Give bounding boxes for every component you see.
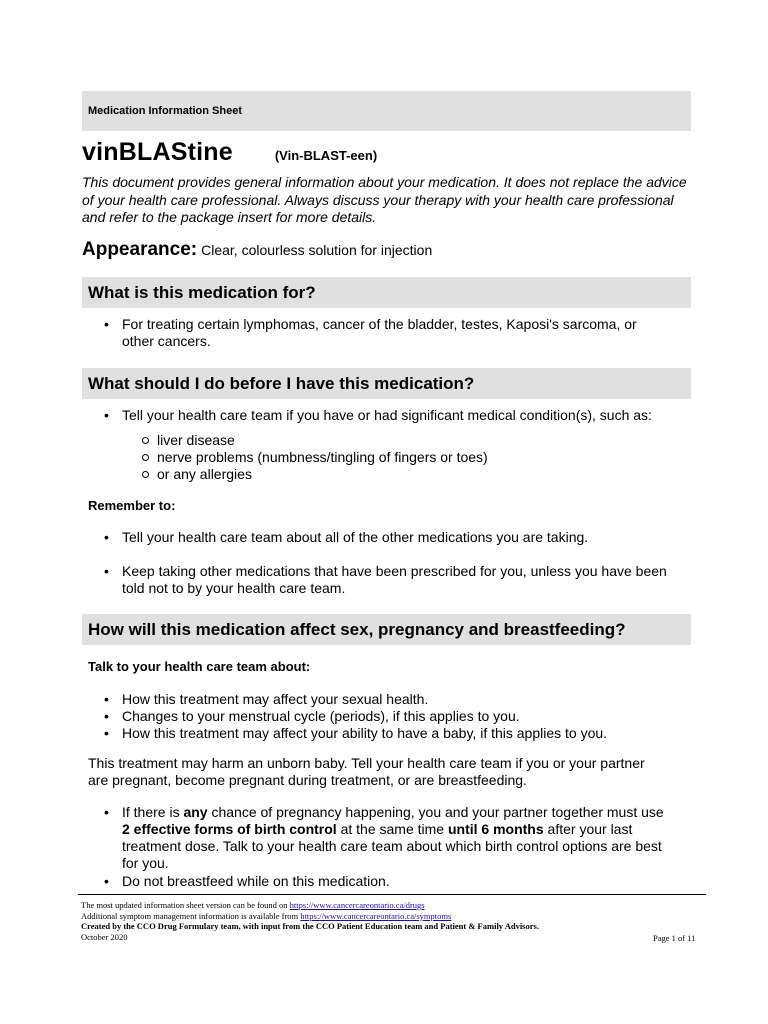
appearance-row <box>82 239 432 261</box>
appearance-value: Clear, colourless solution for injection <box>201 242 433 258</box>
talk-label: Talk to your health care team about: <box>88 659 311 674</box>
list-item: • Keep taking other medications that have been prescribed for you, unless you have been told not to by your health care team. <box>104 563 674 597</box>
emphasis: 2 effective forms of birth control <box>122 821 337 837</box>
list-item: nerve problems (numbness/tingling of fingers or toes) <box>142 449 642 466</box>
birth-control-list <box>104 804 669 872</box>
text-span: chance of pregnancy happening, you and your partner together must use <box>207 804 664 820</box>
remember-list-2 <box>104 563 674 597</box>
footer-line-2 <box>81 911 701 922</box>
text-span: at the same time <box>336 821 448 837</box>
list-item: • How this treatment may affect your sexual health. <box>104 691 674 708</box>
before-list <box>104 407 664 424</box>
footer-text: The most updated information sheet version can be found on <box>81 900 290 910</box>
drug-title: vinBLAStine <box>82 138 233 166</box>
text-span: after your last treatment dose. Talk to your health care team about which birth control options are best for you. <box>122 821 662 871</box>
talk-list <box>104 691 674 742</box>
footer-credits: Created by the CCO Drug Formulary team, with input from the CCO Patient Education team and Patient & Family Advisors. <box>81 921 539 931</box>
list-item: • Do not breastfeed while on this medication. <box>104 873 669 890</box>
intro-text: This document provides general information about your medication. It does not replace the advice of your health care professional. Always discuss your therapy with your health care professional and refer to the package insert for more details. <box>82 174 687 225</box>
pronunciation: (Vin-BLAST-een) <box>274 148 378 163</box>
symptoms-link[interactable]: https://www.cancercareontario.ca/symptoms <box>300 910 452 921</box>
drugs-link[interactable]: https://www.cancercareontario.ca/drugs <box>289 900 425 910</box>
title-row <box>82 138 377 167</box>
pregnancy-warning: This treatment may harm an unborn baby. Tell your health care team if you or your partner are pregnant, become pregnant during treatment, or are breastfeeding. <box>88 755 645 788</box>
section-heading-before: What should I do before I have this medication? <box>82 368 691 399</box>
list-item: • Tell your health care team about all of the other medications you are taking. <box>104 529 674 546</box>
list-item: • Changes to your menstrual cycle (periods), if this applies to you. <box>104 708 674 725</box>
remember-list-1 <box>104 529 674 546</box>
list-item: • Tell your health care team if you have or had significant medical condition(s), such as: <box>104 407 664 424</box>
conditions-list <box>142 432 642 483</box>
purpose-list <box>104 316 664 350</box>
list-item <box>104 804 669 872</box>
footer-divider <box>78 894 706 895</box>
emphasis: until 6 months <box>447 821 544 837</box>
list-item: or any allergies <box>142 466 642 483</box>
emphasis: any <box>183 804 208 820</box>
footer-line-1 <box>81 900 701 911</box>
text-span: If there is <box>122 804 184 820</box>
page-number: Page 1 of 11 <box>653 933 696 943</box>
list-item: • For treating certain lymphomas, cancer of the bladder, testes, Kaposi's sarcoma, or other cancers. <box>104 316 664 350</box>
list-item: • How this treatment may affect your ability to have a baby, if this applies to you. <box>104 725 674 742</box>
footer-text: Additional symptom management information is available from <box>81 910 301 921</box>
list-item: liver disease <box>142 432 642 449</box>
section-heading-purpose: What is this medication for? <box>82 277 691 308</box>
breastfeed-list <box>104 873 669 890</box>
footer-date: October 2020 <box>81 931 128 942</box>
footer <box>81 900 701 942</box>
remember-label: Remember to: <box>88 498 176 513</box>
sheet-header: Medication Information Sheet <box>82 91 691 131</box>
section-heading-pregnancy: How will this medication affect sex, pregnancy and breastfeeding? <box>82 614 691 645</box>
appearance-label: Appearance: <box>82 239 198 260</box>
